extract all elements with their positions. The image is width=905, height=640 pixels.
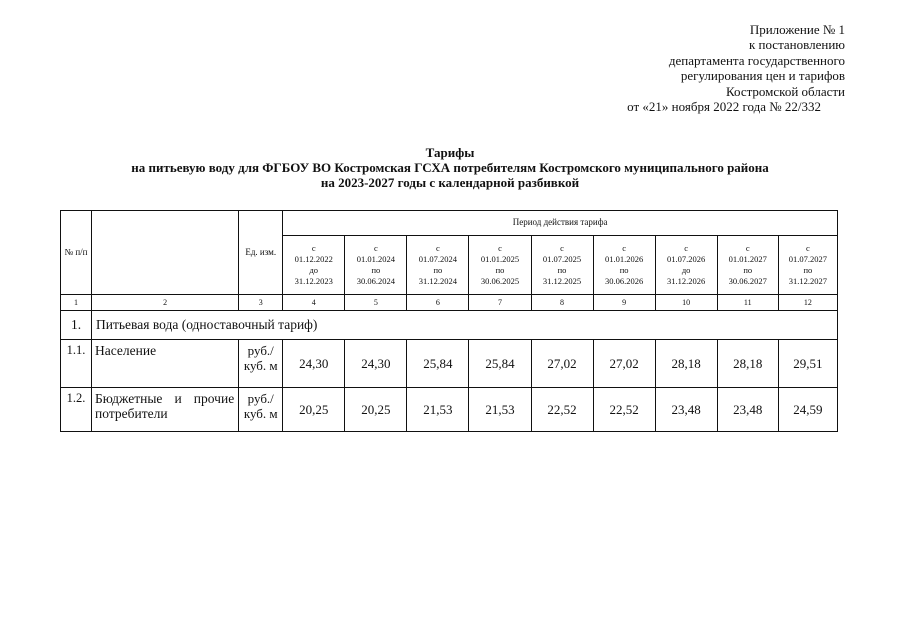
annex-line: департамента государственного <box>668 52 845 68</box>
tariff-value: 28,18 <box>717 340 778 388</box>
tariff-value: 29,51 <box>778 340 837 388</box>
annex-line: Приложение № 1 <box>749 22 845 37</box>
column-number: 2 <box>92 295 239 311</box>
row-name: Население <box>92 340 239 388</box>
tariff-value: 21,53 <box>469 388 531 432</box>
tariff-table <box>60 210 838 432</box>
header-row <box>61 211 838 236</box>
period-cell: с 01.01.2026 по 30.06.2026 <box>593 236 655 295</box>
table-row <box>61 388 838 432</box>
header-name <box>92 211 239 295</box>
section-label: Питьевая вода (одноставочный тариф) <box>92 311 838 340</box>
tariff-value: 25,84 <box>407 340 469 388</box>
tariff-value: 23,48 <box>655 388 717 432</box>
column-number: 6 <box>407 295 469 311</box>
table-row <box>61 340 838 388</box>
tariff-value: 27,02 <box>531 340 593 388</box>
column-number: 9 <box>593 295 655 311</box>
row-number: 1.1. <box>61 340 92 388</box>
tariff-value: 20,25 <box>345 388 407 432</box>
period-cell: с 01.07.2025 по 31.12.2025 <box>531 236 593 295</box>
title-line-2: на питьевую воду для ФГБОУ ВО Костромская ГСХА потребителям Костромского муниципального района <box>131 160 769 175</box>
tariff-value: 24,30 <box>345 340 407 388</box>
column-number: 3 <box>239 295 283 311</box>
tariff-value: 21,53 <box>407 388 469 432</box>
row-unit: руб./ куб. м <box>239 340 283 388</box>
column-number: 1 <box>61 295 92 311</box>
section-number: 1. <box>61 311 92 340</box>
tariff-value: 27,02 <box>593 340 655 388</box>
annex-line: Костромской области <box>725 83 845 99</box>
tariff-value: 28,18 <box>655 340 717 388</box>
column-number: 5 <box>345 295 407 311</box>
header-no: № п/п <box>61 211 92 295</box>
period-cell: с 01.01.2027 по 30.06.2027 <box>717 236 778 295</box>
column-number: 8 <box>531 295 593 311</box>
period-cell: с 01.01.2025 по 30.06.2025 <box>469 236 531 295</box>
column-number-row <box>61 295 838 311</box>
annex-line: регулирования цен и тарифов <box>680 68 845 84</box>
header-period: Период действия тарифа <box>283 211 838 236</box>
period-cell: с 01.07.2026 до 31.12.2026 <box>655 236 717 295</box>
annex-date-line: от «21» ноября 2022 года № 22/332 <box>627 99 821 115</box>
column-number: 12 <box>778 295 837 311</box>
period-cell: с 01.12.2022 до 31.12.2023 <box>283 236 345 295</box>
tariff-value: 25,84 <box>469 340 531 388</box>
row-number: 1.2. <box>61 388 92 432</box>
column-number: 11 <box>717 295 778 311</box>
document-title <box>60 145 840 190</box>
annex-line: к постановлению <box>748 37 845 53</box>
title-line-3: на 2023-2027 годы с календарной разбивкой <box>320 175 580 190</box>
column-number: 4 <box>283 295 345 311</box>
period-cell: с 01.07.2024 по 31.12.2024 <box>407 236 469 295</box>
tariff-value: 22,52 <box>531 388 593 432</box>
column-number: 7 <box>469 295 531 311</box>
tariff-value: 24,30 <box>283 340 345 388</box>
tariff-value: 23,48 <box>717 388 778 432</box>
row-unit: руб./ куб. м <box>239 388 283 432</box>
tariff-value: 24,59 <box>778 388 837 432</box>
tariff-value: 20,25 <box>283 388 345 432</box>
tariff-value: 22,52 <box>593 388 655 432</box>
period-cell: с 01.01.2024 по 30.06.2024 <box>345 236 407 295</box>
row-name: Бюджетные и прочие потребители <box>92 388 239 432</box>
title-line-1: Тарифы <box>425 145 475 160</box>
annex-header <box>545 22 845 114</box>
header-unit: Ед. изм. <box>239 211 283 295</box>
period-cell: с 01.07.2027 по 31.12.2027 <box>778 236 837 295</box>
column-number: 10 <box>655 295 717 311</box>
section-row <box>61 311 838 340</box>
